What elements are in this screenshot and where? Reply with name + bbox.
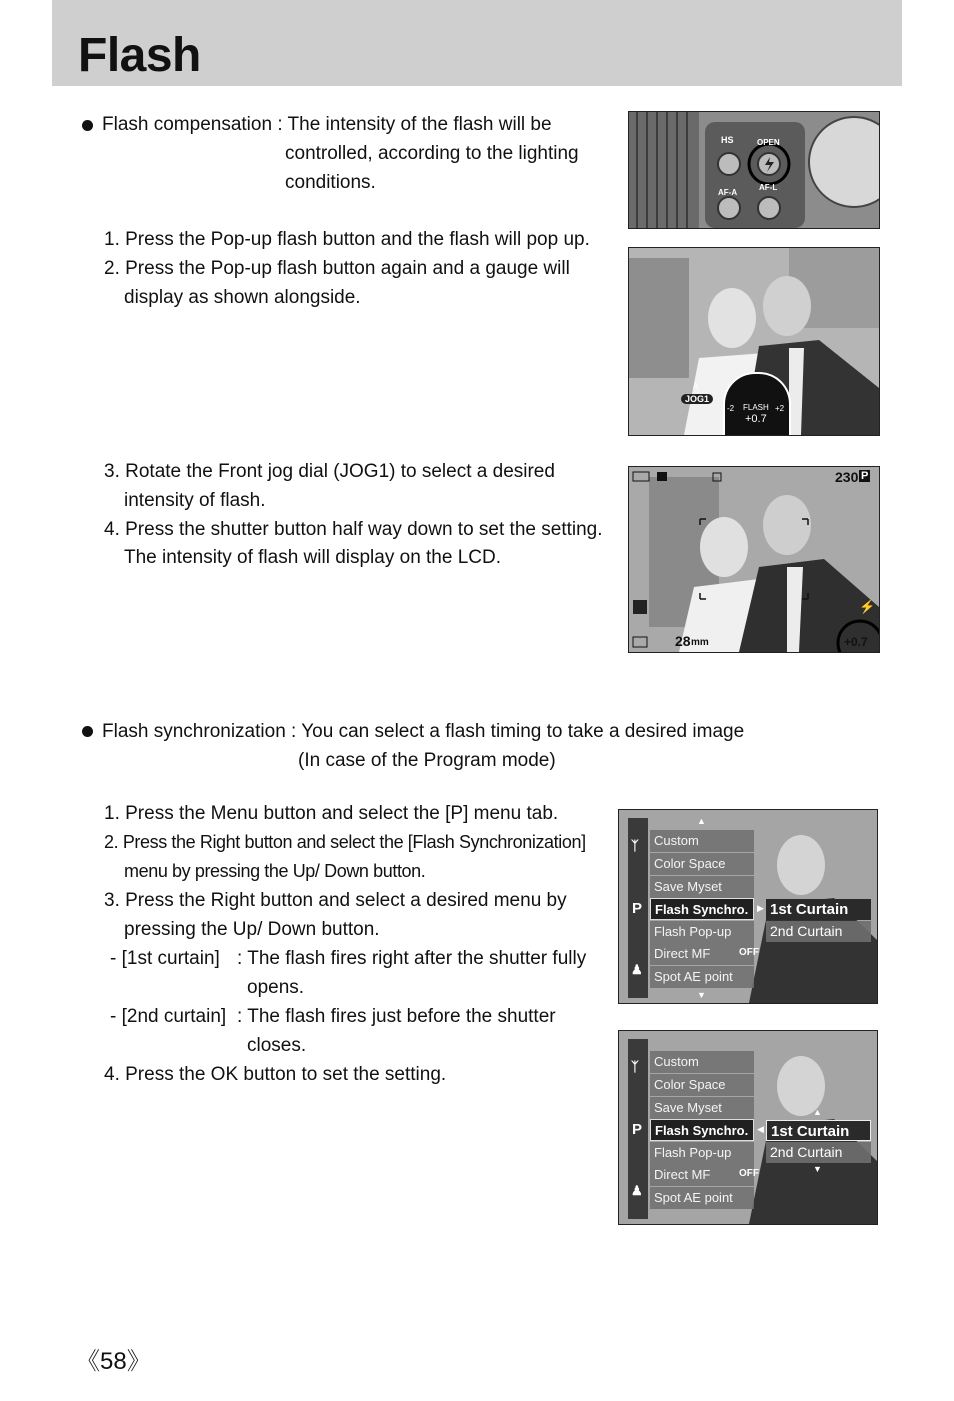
lcd-shots: 230 [835,469,859,485]
submenu-2nd-curtain[interactable]: 2nd Curtain [766,1142,871,1163]
sync-step3a: 3. Press the Right button and select a desired menu by [104,890,567,911]
menu-item-direct-mf[interactable]: Direct MF [650,943,754,965]
sync-step2b: menu by pressing the Up/ Down button. [124,861,426,881]
tab-p[interactable]: P [632,900,643,917]
menu-item-save-myset[interactable]: Save Myset [650,876,754,898]
menu-item-spot-ae[interactable]: Spot AE point [650,1187,754,1209]
menu-item-color-space[interactable]: Color Space [650,1074,754,1096]
curtain2-label: - [2nd curtain] [110,1006,227,1027]
direct-mf-off: OFF [739,1168,759,1179]
flash-comp-title: Flash compensation : The intensity of the flash will be [102,114,552,135]
bullet-dot [82,726,93,737]
gauge-a-label: A [693,382,699,391]
curtain1-cont: opens. [247,977,305,998]
camera-body-illustration [629,112,879,228]
lcd-flash-value: +0.7 [844,635,868,649]
scroll-up-icon[interactable]: ▲ [697,816,706,826]
lcd-focal-unit: mm [691,637,709,648]
comp-step1: 1. Press the Pop-up flash button and the flash will pop up. [104,229,590,250]
curtain2-desc: : The flash fires just before the shutter [237,1006,556,1027]
tab-custom-icon[interactable]: ᛉ [631,838,639,853]
comp-step2a: 2. Press the Pop-up flash button again and a gauge will [104,258,570,279]
tab-p[interactable]: P [632,1121,643,1138]
lcd-couple-photo [629,467,879,652]
comp-step3a: 3. Rotate the Front jog dial (JOG1) to select a desired [104,461,555,482]
submenu-down-icon[interactable]: ▼ [813,1164,822,1174]
direct-mf-off: OFF [739,947,759,958]
afa-label: AF-A [718,188,738,197]
menu-item-save-myset[interactable]: Save Myset [650,1097,754,1119]
open-label: OPEN [757,138,780,147]
gauge-flash-label: FLASH [743,403,769,412]
submenu-left-arrow-icon: ◀ [757,1124,764,1134]
lcd-mode: P [861,470,869,482]
scroll-down-icon[interactable]: ▼ [697,990,706,1000]
menu-item-spot-ae[interactable]: Spot AE point [650,966,754,988]
flash-sync-cont: (In case of the Program mode) [298,750,556,771]
sync-step3b: pressing the Up/ Down button. [124,919,380,940]
lcd-display-figure [628,466,880,653]
gauge-minus-label: -2 [727,404,735,413]
menu-item-flash-synchro[interactable]: Flash Synchro. [650,1119,754,1141]
menu-item-color-space[interactable]: Color Space [650,853,754,875]
submenu-up-icon[interactable]: ▲ [813,1107,822,1117]
tab-user-icon[interactable]: ♟ [631,1183,643,1198]
menu-item-custom[interactable]: Custom [650,1051,754,1073]
submenu-2nd-curtain[interactable]: 2nd Curtain [766,921,871,942]
menu-item-flash-synchro[interactable]: Flash Synchro. [650,898,754,920]
flash-gauge-figure [628,247,880,436]
sync-step1: 1. Press the Menu button and select the [P] menu tab. [104,803,559,824]
menu-figure-2 [618,1030,878,1225]
submenu-1st-curtain[interactable]: 1st Curtain [766,899,871,920]
menu-item-flash-popup[interactable]: Flash Pop-up [650,921,754,943]
camera-buttons-figure [628,111,880,229]
lcd-flash-icon: ⚡ [859,599,876,614]
hs-label: HS [721,135,734,145]
curtain2-cont: closes. [247,1035,307,1056]
comp-step4a: 4. Press the shutter button half way down to set the setting. [104,519,603,540]
flash-sync-title: Flash synchronization : You can select a flash timing to take a desired image [102,721,745,742]
submenu-1st-curtain[interactable]: 1st Curtain [766,1120,871,1141]
tab-custom-icon[interactable]: ᛉ [631,1059,639,1074]
page-header [52,0,902,86]
submenu-arrow-icon: ▶ [757,903,764,913]
flash-comp-cont2: conditions. [285,172,376,193]
gauge-value: +0.7 [745,413,767,425]
menu-item-flash-popup[interactable]: Flash Pop-up [650,1142,754,1164]
flash-comp-cont1: controlled, according to the lighting [285,143,579,164]
menu-item-custom[interactable]: Custom [650,830,754,852]
gauge-jog-label: JOG1 [681,394,713,404]
comp-step4b: The intensity of flash will display on the LCD. [124,547,502,568]
page-title: Flash [78,29,201,82]
curtain1-desc: : The flash fires right after the shutter fully [237,948,587,969]
tab-user-icon[interactable]: ♟ [631,962,643,977]
gauge-plus-label: +2 [775,404,785,413]
comp-step2b: display as shown alongside. [124,287,361,308]
bullet-dot [82,120,93,131]
lcd-focal: 28 [675,633,691,649]
page-number: 《58》 [76,1348,151,1375]
sync-step4: 4. Press the OK button to set the setting. [104,1064,447,1085]
afl-label: AF-L [759,183,778,192]
menu-item-direct-mf[interactable]: Direct MF [650,1164,754,1186]
curtain1-label: - [1st curtain] [110,948,220,969]
comp-step3b: intensity of flash. [124,490,266,511]
sync-step2a: 2. Press the Right button and select the [Flash Synchronization] [104,832,586,852]
menu-figure-1 [618,809,878,1004]
